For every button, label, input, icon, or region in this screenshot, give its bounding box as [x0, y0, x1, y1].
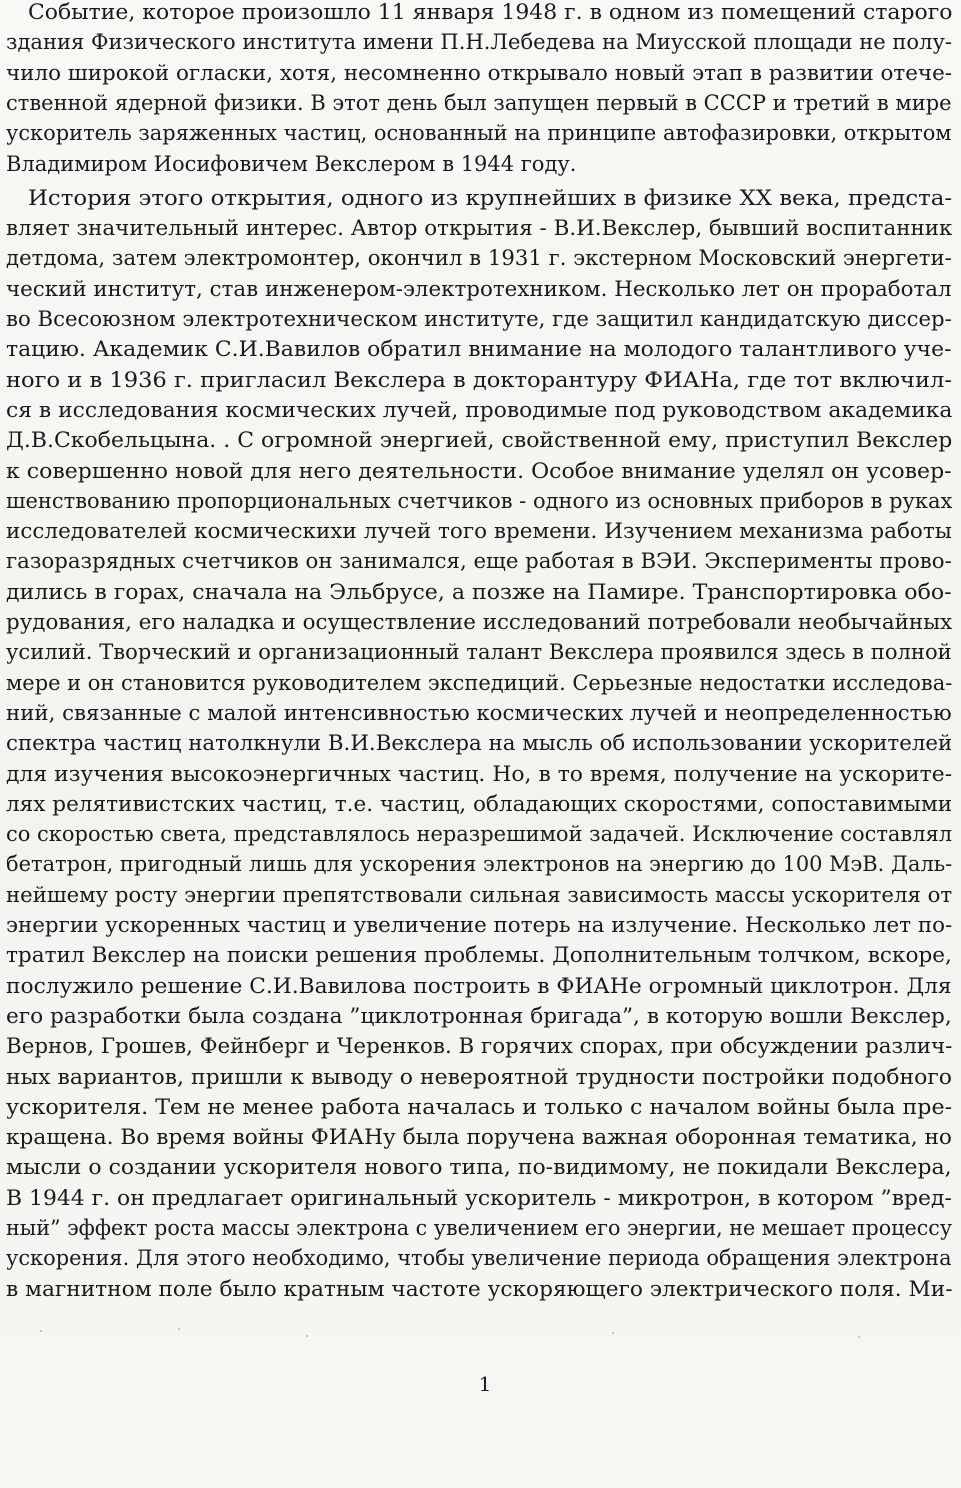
- scan-speck: [612, 1332, 614, 1334]
- text-line: рудования, его наладка и осуществление исследований потребовали необычайных: [6, 610, 953, 634]
- text-line: ный” эффект роста массы электрона с увеличением его энергии, не мешает процессу: [6, 1216, 952, 1240]
- text-line: Д.В.Скобельцына. . С огромной энергией, свойственной ему, приступил Векслер: [6, 428, 953, 453]
- text-line: исследователей космическихи лучей того времени. Изучением механизма работы: [6, 519, 952, 544]
- text-line: тратил Векслер на поиски решения проблемы. Дополнительным толчком, вскоре,: [6, 943, 952, 968]
- text-line: ускорителя. Тем не менее работа началась и только с началом войны была пре-: [6, 1094, 953, 1119]
- text-line: Событие, которое произошло 11 января 1948 г. в одном из помещений старого: [28, 0, 953, 24]
- text-line: ся в исследования космических лучей, проводимые под руководством академика: [6, 397, 953, 422]
- text-line: бетатрон, пригодный лишь для ускорения электронов на энергию до 100 МэВ. Даль-: [6, 852, 953, 877]
- text-line: ний, связанные с малой интенсивностью космических лучей и неопределенностью: [6, 700, 952, 725]
- text-line: История этого открытия, одного из крупнейших в физике XX века, предста-: [28, 185, 953, 210]
- text-line: детдома, затем электромонтер, окончил в 1931 г. экстерном Московский энергети-: [6, 246, 952, 271]
- text-line: лях релятивистских частиц, т.е. частиц, обладающих скоростями, сопоставимыми: [6, 791, 953, 816]
- text-line: Вернов, Грошев, Фейнберг и Черенков. В горячих спорах, при обсуждении различ-: [6, 1034, 953, 1059]
- text-line: ных вариантов, пришли к выводу о невероятной трудности постройки подобного: [6, 1064, 953, 1089]
- text-line: со скоростью света, представлялось неразрешимой задачей. Исключение составлял: [6, 822, 953, 847]
- text-line: ственной ядерной физики. В этот день был запущен первый в СССР и третий в мире: [6, 90, 952, 115]
- text-line: энергии ускоренных частиц и увеличение потерь на излучение. Несколько лет по-: [6, 913, 953, 937]
- scan-speck: [178, 1328, 180, 1330]
- text-line: здания Физического института имени П.Н.Лебедева на Миусской площади не полу-: [6, 30, 952, 55]
- text-line: нейшему росту энергии препятствовали сильная зависимость массы ускорителя от: [6, 882, 953, 907]
- text-line: вляет значительный интерес. Автор открытия - В.И.Векслер, бывший воспитанник: [6, 216, 953, 241]
- text-line: шенствованию пропорциональных счетчиков - одного из основных приборов в руках: [6, 488, 953, 513]
- text-line: его разработки была создана ”циклотронная бригада”, в которую вошли Векслер,: [6, 1003, 952, 1028]
- text-line: ного и в 1936 г. пригласил Векслера в докторантуру ФИАНа, где тот включил-: [6, 367, 953, 392]
- page-number: 1: [478, 1372, 492, 1396]
- text-line: газоразрядных счетчиков он занимался, еще работая в ВЭИ. Эксперименты прово-: [6, 549, 952, 574]
- text-line: тацию. Академик С.И.Вавилов обратил внимание на молодого талантливого уче-: [6, 337, 952, 362]
- text-line: мере и он становится руководителем экспедиций. Серьезные недостатки исследова-: [6, 670, 953, 695]
- text-line: мысли о создании ускорителя нового типа, по-видимому, не покидали Векслера,: [6, 1155, 952, 1180]
- text-line: во Всесоюзном электротехническом институте, где защитил кандидатскую диссер-: [6, 307, 952, 331]
- text-line: усилий. Творческий и организационный талант Векслера проявился здесь в полной: [6, 640, 952, 665]
- text-line: ускоритель заряженных частиц, основанный на принципе автофазировки, открытом: [6, 121, 952, 146]
- scan-speck: [40, 1330, 42, 1332]
- scan-speck: [306, 1335, 308, 1337]
- text-line: чило широкой огласки, хотя, несомненно открывало новый этап в развитии отече-: [6, 60, 953, 85]
- text-line: в магнитном поле было кратным частоте ускоряющего электрического поля. Ми-: [6, 1276, 953, 1301]
- text-line: к совершенно новой для него деятельности. Особое внимание уделял он усовер-: [6, 458, 952, 483]
- text-line: ускорения. Для этого необходимо, чтобы увеличение периода обращения электрона: [6, 1246, 952, 1271]
- scan-speck: [858, 1336, 860, 1338]
- text-line: В 1944 г. он предлагает оригинальный ускоритель - микротрон, в котором ”вред-: [6, 1185, 952, 1210]
- text-line: спектра частиц натолкнули В.И.Векслера на мысль об использовании ускорителей: [6, 731, 953, 756]
- text-line: для изучения высокоэнергичных частиц. Но, в то время, получение на ускорите-: [6, 761, 953, 786]
- text-line: кращена. Во время войны ФИАНу была поручена важная оборонная тематика, но: [6, 1125, 952, 1150]
- text-line: ческий институт, став инженером-электротехником. Несколько лет он проработал: [6, 276, 952, 301]
- text-line: дились в горах, сначала на Эльбрусе, а позже на Памире. Транспортировка обо-: [6, 579, 952, 604]
- text-line: послужило решение С.И.Вавилова построить в ФИАНе огромный циклотрон. Для: [6, 973, 952, 998]
- text-line: Владимиром Иосифовичем Векслером в 1944 году.: [6, 151, 577, 176]
